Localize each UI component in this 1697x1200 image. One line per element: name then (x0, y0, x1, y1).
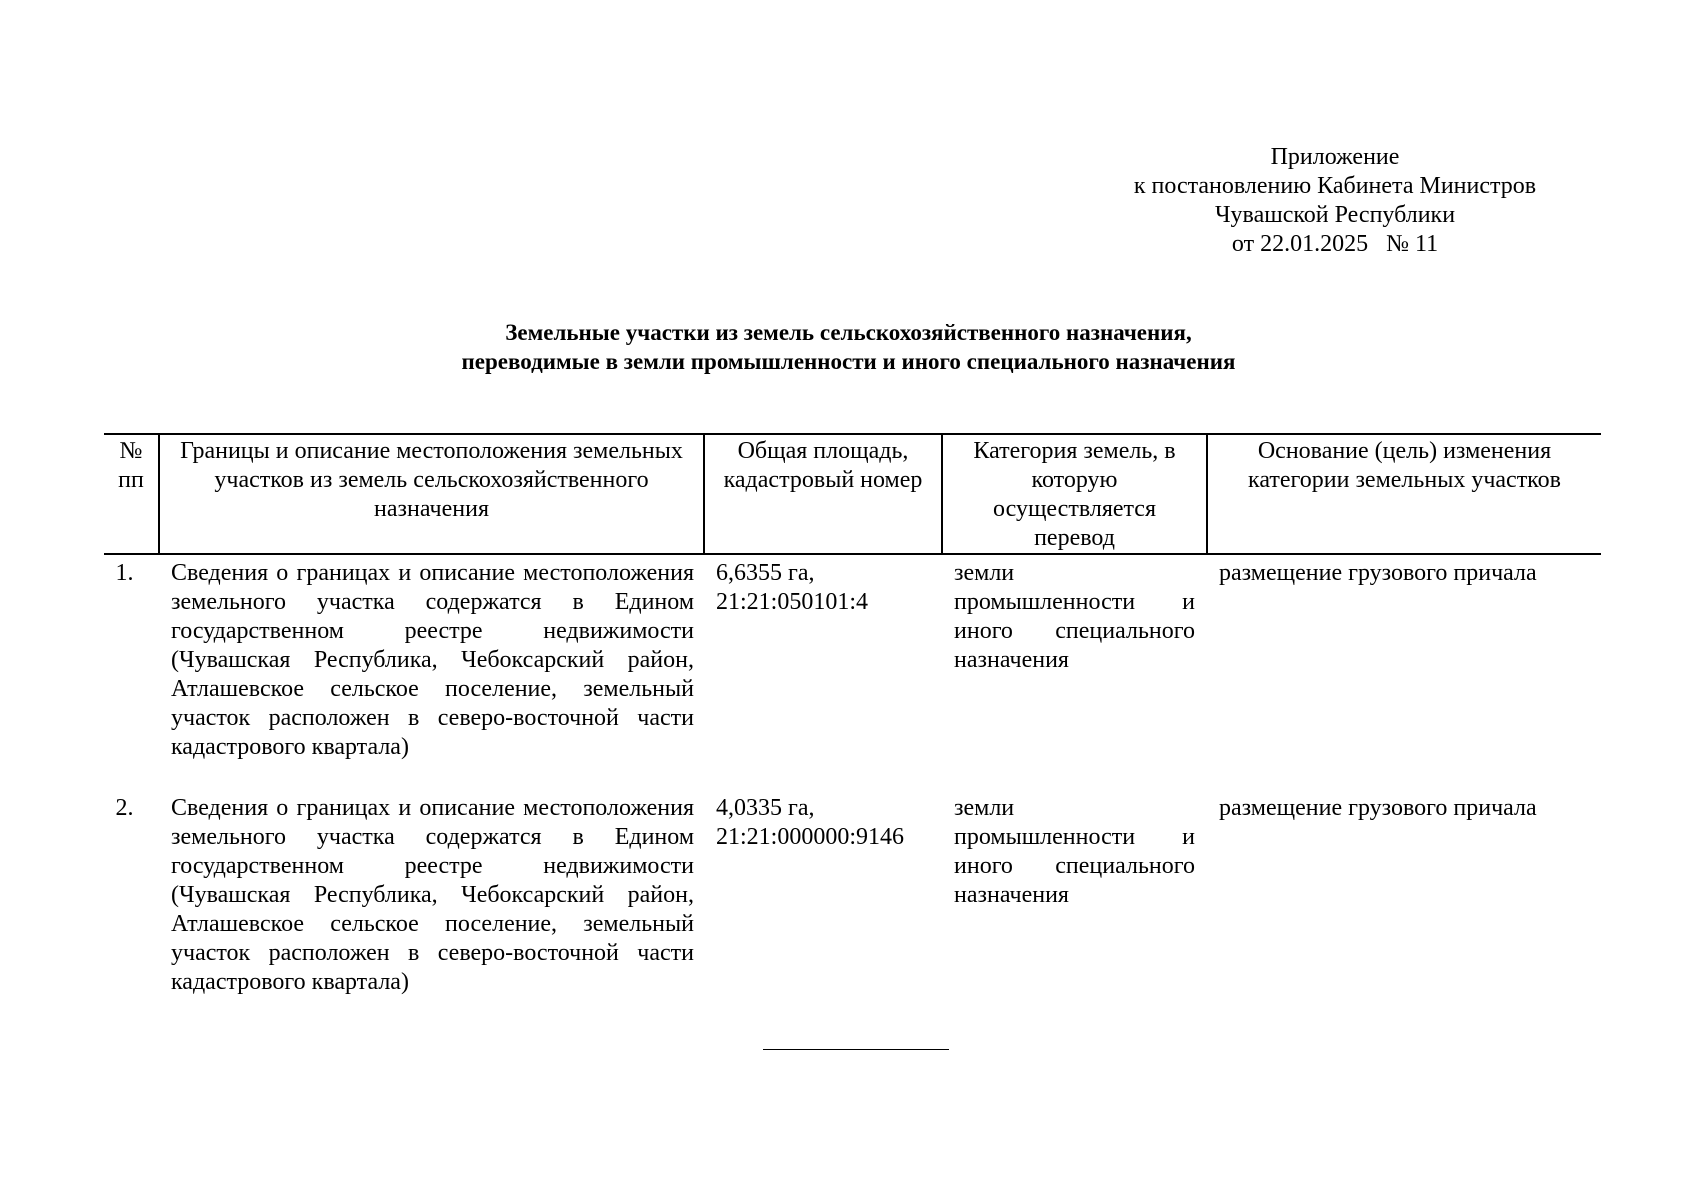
row-area-cell (704, 762, 942, 997)
appendix-block (1100, 143, 1570, 259)
document-title (0, 318, 1697, 376)
appendix-resolution-ref: к постановлению Кабинета Министров (1133, 173, 1537, 199)
row-area-cell (704, 554, 942, 762)
row-area: 4,0335 га, (716, 795, 815, 821)
row-description: Сведения о границах и описание местоположения земельного участка содержатся в Едином государственном реестре недвижимости (Чувашская Республика, Чебоксарский район, Атлашевское сельское поселение, земельный участок расположен в северо-восточной части кадастрового квартала) (171, 795, 694, 995)
closing-divider (763, 1049, 949, 1050)
row-number: 1. (115, 560, 134, 586)
table-header-row (104, 434, 1601, 554)
row-cadastral-number: 21:21:000000:9146 (716, 824, 905, 850)
header-description: Границы и описание местоположения земельных участков из земель сельскохозяйственного назначения (159, 434, 704, 554)
table-row (104, 554, 1601, 762)
row-basis: размещение грузового причала (1219, 795, 1537, 821)
row-category: земли промышленности и иного специального назначения (954, 795, 1195, 908)
header-number: № пп (104, 434, 159, 554)
title-line-1: Земельные участки из земель сельскохозяйственного назначения, (505, 320, 1192, 345)
row-category: земли промышленности и иного специального назначения (954, 560, 1195, 673)
header-category: Категория земель, в которую осуществляется перевод (942, 434, 1207, 554)
header-area: Общая площадь, кадастровый номер (704, 434, 942, 554)
table-row (104, 762, 1601, 997)
appendix-date-number: от 22.01.2025 № 11 (1231, 231, 1439, 257)
row-number: 2. (115, 795, 134, 821)
row-basis: размещение грузового причала (1219, 560, 1537, 586)
appendix-label: Приложение (1270, 144, 1400, 170)
row-cadastral-number: 21:21:050101:4 (716, 589, 869, 615)
row-description: Сведения о границах и описание местоположения земельного участка содержатся в Едином государственном реестре недвижимости (Чувашская Республика, Чебоксарский район, Атлашевское сельское поселение, земельный участок расположен в северо-восточной части кадастрового квартала) (171, 560, 694, 760)
land-plots-table (104, 433, 1601, 997)
row-area: 6,6355 га, (716, 560, 815, 586)
header-basis: Основание (цель) изменения категории земельных участков (1207, 434, 1601, 554)
title-line-2: переводимые в земли промышленности и иного специального назначения (461, 349, 1236, 374)
appendix-republic: Чувашской Республики (1214, 202, 1456, 228)
